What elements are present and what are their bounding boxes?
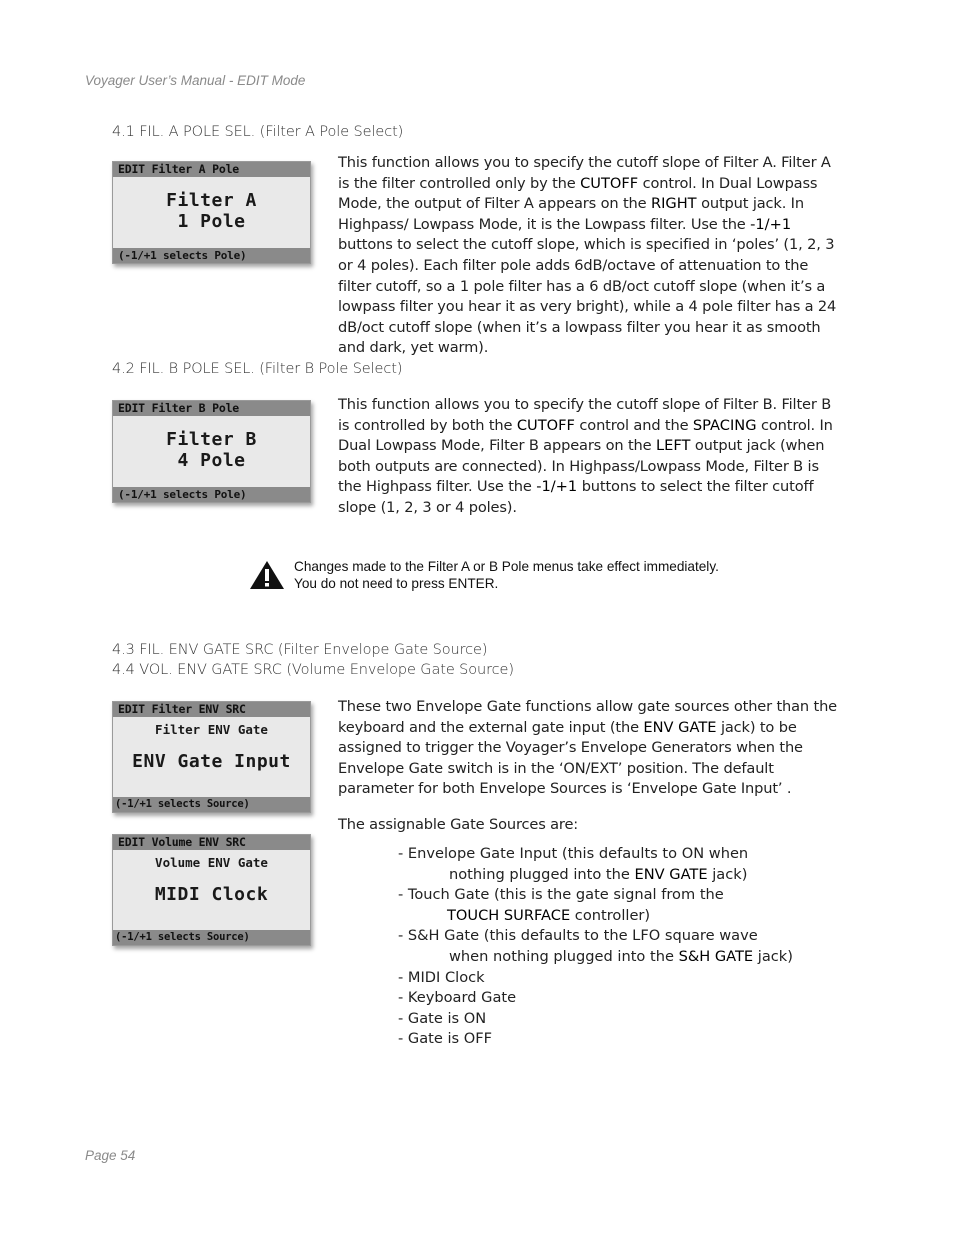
keyword-touch-surface: TOUCH SURFACE	[447, 906, 571, 924]
keyword-env-gate: ENV GATE	[634, 865, 708, 883]
running-header: Voyager User’s Manual - EDIT Mode	[85, 73, 306, 88]
lcd-filter-a-pole	[112, 161, 311, 264]
lcd-line-2: 4 Pole	[177, 450, 246, 471]
keyword-right: RIGHT	[650, 195, 697, 213]
list-item: - Touch Gate (this is the gate signal from the	[398, 886, 724, 904]
list-item-continued: TOUCH SURFACE controller)	[447, 906, 651, 924]
section-title-4-1: 4.1 FIL. A POLE SEL. (Filter A Pole Select)	[112, 124, 404, 140]
keyword-spacing: SPACING	[692, 416, 757, 434]
list-item: - Gate is OFF	[398, 1030, 493, 1048]
list-item: - Gate is ON	[398, 1009, 487, 1027]
keyword-env-gate: ENV GATE	[643, 718, 717, 736]
lcd-line-2: 1 Pole	[177, 211, 246, 232]
lcd-bottom-bar: (-1/+1 selects Pole)	[113, 248, 310, 263]
warning-note	[294, 558, 719, 592]
list-item: - S&H Gate (this defaults to the LFO square wave	[398, 927, 758, 945]
keyword-sh-gate: S&H GATE	[678, 947, 754, 965]
list-item: - Envelope Gate Input (this defaults to ON when	[398, 845, 749, 862]
list-item: - Keyboard Gate	[398, 989, 517, 1007]
lcd-line-2: ENV Gate Input	[132, 751, 291, 772]
gate-sources-list	[398, 844, 793, 1050]
lcd-line-1: Filter ENV Gate	[155, 722, 268, 737]
warning-line-1: Changes made to the Filter A or B Pole menus take effect immediately.	[294, 559, 719, 574]
lcd-volume-env-src	[112, 834, 311, 946]
page-number: Page 54	[85, 1148, 136, 1163]
warning-line-2: You do not need to press ENTER.	[294, 576, 499, 591]
lcd-top-bar: EDIT Filter ENV SRC	[113, 702, 310, 717]
keyword-left: LEFT	[655, 437, 691, 455]
lcd-line-1: Volume ENV Gate	[155, 855, 268, 870]
lcd-line-2: MIDI Clock	[154, 884, 269, 905]
paragraph-4-2: This function allows you to specify the cutoff slope of Filter B. Filter B is controlled by both the CUTOFF control and the SPACING control. In Dual Lowpass Mode, Filter B appears on the LEFT output jack (when both outputs are connected). In Highpass/Lowpass Mode, Filter B is the Highpass filter. Use the -1/+1 buttons to select the filter cutoff slope (1, 2, 3 or 4 poles).	[338, 396, 833, 516]
keyword-minus-plus: -1/+1	[750, 215, 792, 233]
lcd-bottom-bar: (-1/+1 selects Source)	[113, 797, 310, 812]
lcd-top-bar: EDIT Filter A Pole	[113, 162, 310, 177]
keyword-cutoff: CUTOFF	[516, 416, 575, 434]
keyword-cutoff: CUTOFF	[580, 174, 639, 192]
lcd-bottom-bar: (-1/+1 selects Source)	[113, 930, 310, 945]
warning-triangle-icon	[249, 560, 285, 590]
list-item-continued: when nothing plugged into the S&H GATE jack)	[449, 947, 793, 965]
lcd-top-bar: EDIT Filter B Pole	[113, 401, 310, 416]
lcd-filter-env-src	[112, 701, 311, 813]
list-item-continued: nothing plugged into the ENV GATE jack)	[449, 865, 748, 883]
gate-sources-intro: The assignable Gate Sources are:	[338, 816, 579, 833]
lcd-bottom-bar: (-1/+1 selects Pole)	[113, 487, 310, 502]
lcd-filter-b-pole	[112, 400, 311, 503]
paragraph-4-3: These two Envelope Gate functions allow gate sources other than the keyboard and the external gate input (the ENV GATE jack) to be assigned to trigger the Voyager’s Envelope Generators when the Envelope Gate switch is in the ‘ON/EXT’ position. The default parameter for both Envelope Sources is ‘Envelope Gate Input’ .	[338, 698, 838, 798]
section-title-4-3: 4.3 FIL. ENV GATE SRC (Filter Envelope Gate Source)	[112, 642, 488, 658]
paragraph-4-1: This function allows you to specify the cutoff slope of Filter A. Filter A is the filter controlled only by the CUTOFF control. In Dual Lowpass Mode, the output of Filter A appears on the RIGHT output jack. In Highpass/ Lowpass Mode, it is the Lowpass filter. Use the -1/+1 buttons to select the cutoff slope, which is specified in ‘poles’ (1, 2, 3 or 4 poles). Each filter pole adds 6dB/octave of attenuation to the filter cutoff, so a 1 pole filter has a 6 dB/oct cutoff slope (when it’s a lowpass filter you hear it as very bright), while a 4 pole filter has a 24 dB/oct cutoff slope (when it’s a lowpass filter you hear it as smooth and dark, yet warm).	[338, 154, 837, 357]
list-item: - MIDI Clock	[398, 968, 485, 986]
lcd-top-bar: EDIT Volume ENV SRC	[113, 835, 310, 850]
keyword-minus-plus: -1/+1	[536, 478, 578, 496]
lcd-line-1: Filter B	[166, 429, 257, 450]
section-title-4-2: 4.2 FIL. B POLE SEL. (Filter B Pole Select)	[112, 361, 403, 377]
section-title-4-4: 4.4 VOL. ENV GATE SRC (Volume Envelope Gate Source)	[112, 662, 514, 678]
lcd-line-1: Filter A	[166, 190, 257, 211]
